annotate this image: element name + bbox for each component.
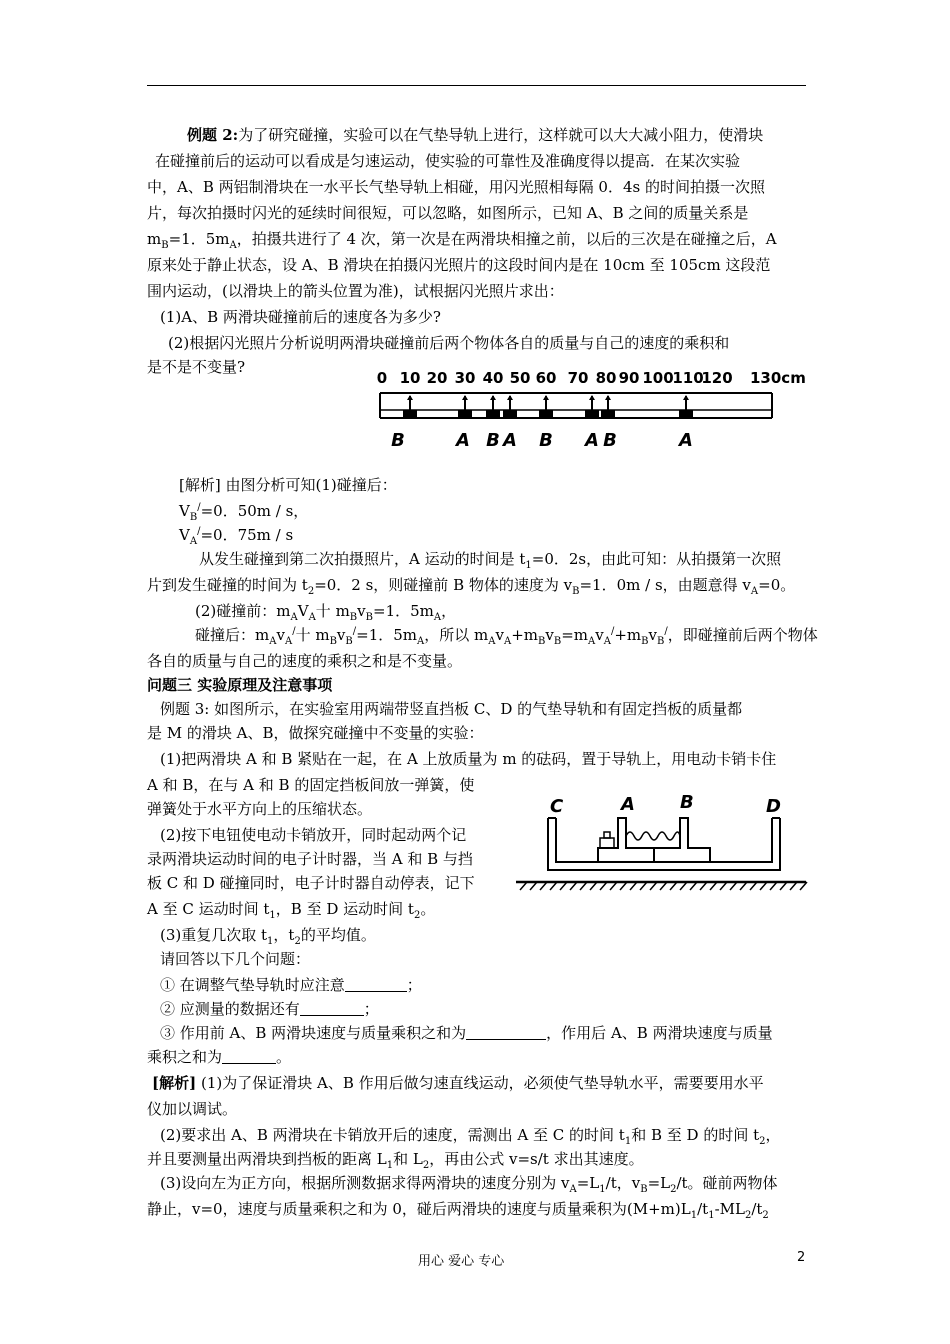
t: 并且要测量出两滑块到挡板的距离 L [147, 1150, 387, 1168]
sup: / [292, 626, 296, 637]
t: =1．5m [356, 626, 418, 644]
t: =0．75m / s [200, 526, 294, 544]
arrow-head-icon [462, 395, 468, 400]
sup: / [352, 626, 357, 637]
t: =1．5m [373, 602, 434, 620]
t: ③ 作用前 A、B 两滑块速度与质量乘积之和为 [160, 1024, 467, 1042]
label-a: A [621, 794, 635, 815]
block-label: A [456, 430, 470, 451]
sub: B [572, 586, 580, 597]
sub: A [229, 240, 237, 251]
example2-label: 例题 2: [187, 126, 239, 144]
arrow-head-icon [490, 395, 496, 400]
sub: B [349, 612, 358, 623]
example2-line5 [147, 228, 777, 250]
sub: 1 [624, 1136, 632, 1147]
t: (3)设向左为正方向，根据所测数据求得两滑块的速度分别为 v [160, 1174, 570, 1192]
sub: 1 [269, 910, 276, 921]
questions-intro: 请回答以下几个问题： [160, 950, 311, 968]
sub: B [329, 636, 337, 647]
arrow-head-icon [589, 395, 595, 400]
solution3-line5 [160, 1172, 778, 1194]
t: =0．50m / s， [200, 502, 309, 520]
sub: 1 [599, 1184, 606, 1195]
example2-line7: 围内运动，(以滑块上的箭头位置为准)，试根据闪光照片求出： [147, 282, 564, 300]
section3-title: 问题三 实验原理及注意事项 [147, 676, 333, 694]
ruler-tick-label: 80 [595, 369, 617, 387]
ruler-tick-label: 90 [618, 369, 640, 387]
solution3-line2: 仪加以调试。 [147, 1100, 238, 1118]
sub: B [641, 636, 649, 647]
blank-1[interactable] [345, 976, 407, 992]
t: 十 m [295, 626, 330, 644]
t: (2)要求出 A、B 两滑块在卡销放开后的速度，需测出 A 至 C 的时间 t [160, 1126, 625, 1144]
solution2-line1: [解析] 由图分析可知(1)碰撞后： [179, 476, 397, 494]
sup: / [197, 526, 201, 537]
t: v [357, 602, 366, 620]
t: +m [614, 626, 642, 644]
solution2-line4 [199, 548, 781, 570]
slider-block [403, 410, 417, 418]
t: ，拍摄共进行了 4 次，第一次是在两滑块相撞之前，以后的三次是在碰撞之后，A [236, 230, 777, 248]
t: /t，v [605, 1174, 641, 1192]
sub: A [189, 536, 198, 547]
t: =L [647, 1174, 671, 1192]
ruler-tick-label: 40 [482, 369, 504, 387]
slider-block [539, 410, 553, 418]
sub: B [365, 612, 373, 623]
text: 为了研究碰撞，实验可以在气垫导轨上进行，这样就可以大大减小阻力，使滑块 [238, 126, 764, 144]
t: A 至 C 运动时间 t [147, 900, 270, 918]
vb-after [179, 500, 308, 522]
label-b: B [680, 792, 694, 813]
ruler-tick-label: 20 [426, 369, 448, 387]
t: /t [751, 1200, 763, 1218]
sub: 2 [670, 1184, 677, 1195]
ruler-tick-label: 110 [672, 369, 704, 387]
t: V [179, 502, 190, 520]
block-label: B [539, 430, 553, 451]
solution2-line6 [195, 600, 456, 622]
t: ； [363, 1000, 379, 1018]
sub: A [417, 636, 425, 647]
arrow-head-icon [407, 395, 413, 400]
solution2-line8: 各自的质量与自己的速度的乘积之和是不变量。 [147, 652, 463, 670]
solution3-line4 [147, 1148, 644, 1170]
t: ； [406, 976, 422, 994]
step2-line3: 板 C 和 D 碰撞同时，电子计时器自动停表，记下 [147, 874, 475, 892]
ruler-tick-label: 120 [701, 369, 733, 387]
t: ， [441, 602, 457, 620]
sub: 2 [294, 936, 301, 947]
block-label: B [486, 430, 500, 451]
answer-3 [160, 1022, 773, 1044]
page-number: 2 [797, 1250, 806, 1265]
arrow-head-icon [683, 395, 689, 400]
t: v [648, 626, 657, 644]
t: =0．2 s，则碰撞前 B 物体的速度为 v [314, 576, 573, 594]
sub: A [750, 586, 759, 597]
step1-line2: A 和 B，在与 A 和 B 的固定挡板间放一弹簧，使 [147, 776, 475, 794]
t: -ML [714, 1200, 745, 1218]
sub: A [503, 636, 512, 647]
sup: / [610, 626, 615, 637]
t: +m [511, 626, 539, 644]
t: 碰撞后：m [195, 626, 270, 644]
sub: 1 [267, 936, 274, 947]
arrow-head-icon [605, 395, 611, 400]
sub: A [603, 636, 611, 647]
t: 的平均值。 [300, 926, 376, 944]
ruler-tick-label: 10 [399, 369, 421, 387]
solution3-line1 [152, 1072, 764, 1094]
t: ，t [273, 926, 295, 944]
example2-line6: 原来处于静止状态，设 A、B 滑块在拍摄闪光照片的这段时间内是在 10cm 至 105cm 这段范 [147, 256, 771, 274]
sub: 2 [413, 910, 421, 921]
solution2-line7 [195, 624, 818, 646]
step1-line1: (1)把两滑块 A 和 B 紧贴在一起，在 A 上放质量为 m 的砝码，置于导轨上，用电动卡销卡住 [160, 750, 777, 768]
slider-block [486, 410, 500, 418]
sub: 2 [744, 1210, 752, 1221]
example3-line2: 是 M 的滑块 A、B，做探究碰撞中不变量的实验： [147, 724, 484, 742]
sub: B [656, 636, 665, 647]
sub: 2 [762, 1210, 769, 1221]
t: /t。碰前两物体 [676, 1174, 778, 1192]
sub: 2 [759, 1136, 766, 1147]
example2-line4: 片，每次拍摄时闪光的延续时间很短，可以忽略，如图所示，已知 A、B 之间的质量关系是 [147, 204, 749, 222]
t: =1．0m / s，由题意得 v [579, 576, 751, 594]
t: ① 在调整气垫导轨时应注意 [160, 976, 345, 994]
solution3-line6 [147, 1198, 769, 1220]
t: v [276, 626, 285, 644]
t: ，作用后 A、B 两滑块速度与质量 [546, 1024, 773, 1042]
sub: 2 [307, 586, 315, 597]
example2-line2: 在碰撞前后的运动可以看成是匀速运动，使实验的可靠性及准确度得以提高．在某次实验 [155, 152, 741, 170]
ruler-tick-label: 60 [535, 369, 557, 387]
blank-3[interactable] [466, 1024, 546, 1040]
t: ， [765, 1126, 781, 1144]
t: [解析] [152, 1074, 197, 1092]
t: 。 [420, 900, 436, 918]
t: ② 应测量的数据还有 [160, 1000, 300, 1018]
answer-2 [160, 998, 379, 1020]
t: 。 [276, 1048, 292, 1066]
sup: / [197, 502, 201, 513]
answer-1 [160, 974, 422, 996]
sub: 1 [386, 1160, 394, 1171]
t: 片到发生碰撞的时间为 t [147, 576, 308, 594]
label-c: C [550, 796, 564, 817]
t: V [297, 602, 309, 620]
solution3-line3 [160, 1124, 781, 1146]
t: (2)碰撞前：m [195, 602, 291, 620]
sub: 1 [690, 1210, 698, 1221]
header-rule [147, 85, 806, 86]
t: (3)重复几次取 t [160, 926, 268, 944]
ruler-tick-label: 130cm [750, 369, 806, 387]
sub: A [588, 636, 596, 647]
air-track-figure [514, 788, 808, 898]
sub: 1 [708, 1210, 715, 1221]
slider-block [585, 410, 599, 418]
block-label: A [585, 430, 599, 451]
slider-block [679, 410, 693, 418]
block-label: B [603, 430, 617, 451]
sub: 2 [422, 1160, 430, 1171]
t: (1)为了保证滑块 A、B 作用后做匀速直线运动，必须使气垫导轨水平，需要要用水平 [196, 1074, 764, 1092]
sub: B [640, 1184, 648, 1195]
t: /t [697, 1200, 709, 1218]
ruler-tick-label: 70 [567, 369, 589, 387]
step2-line2: 录两滑块运动时间的电子计时器，当 A 和 B 与挡 [147, 850, 473, 868]
step1-line3: 弹簧处于水平方向上的压缩状态。 [147, 800, 373, 818]
label-d: D [766, 796, 781, 817]
t: 从发生碰撞到第二次拍摄照片，A 运动的时间是 t [199, 550, 526, 568]
example2-line1 [187, 124, 763, 146]
t: =1．5m [168, 230, 230, 248]
sup: / [664, 626, 668, 637]
footer-motto: 用心 爱心 专心 [418, 1254, 505, 1269]
sub: A [269, 636, 277, 647]
t: ，所以 m [424, 626, 489, 644]
t: ，再由公式 v=s/t 求出其速度。 [429, 1150, 644, 1168]
sub: A [308, 612, 316, 623]
sub: A [569, 1184, 577, 1195]
question-1: (1)A、B 两滑块碰撞前后的速度各为多少? [160, 308, 441, 326]
sub: B [345, 636, 353, 647]
block-label: A [679, 430, 693, 451]
example2-line3: 中，A、B 两铝制滑块在一水平长气垫导轨上相碰，用闪光照相每隔 0．4s 的时间拍摄一次照 [147, 178, 765, 196]
sub: A [488, 636, 496, 647]
t: 和 B 至 D 的时间 t [631, 1126, 760, 1144]
block-label: A [503, 430, 517, 451]
sub: B [189, 512, 198, 523]
sub: A [290, 612, 298, 623]
step2-line1: (2)按下电钮使电动卡销放开，同时起动两个记 [160, 826, 467, 844]
t: V [179, 526, 190, 544]
blank-2[interactable] [300, 1000, 364, 1016]
ruler-tick-label: 30 [454, 369, 476, 387]
t: 和 L [393, 1150, 423, 1168]
t: 乘积之和为 [147, 1048, 223, 1066]
solution2-line5 [147, 574, 795, 596]
t: v [545, 626, 554, 644]
t: =0．2s，由此可知：从拍摄第一次照 [531, 550, 782, 568]
t: 静止，v=0，速度与质量乘积之和为 0，碰后两滑块的速度与质量乘积为(M+m)L [147, 1200, 691, 1218]
arrow-head-icon [543, 395, 549, 400]
sub: A [433, 612, 442, 623]
t: v [595, 626, 604, 644]
sub: A [284, 636, 293, 647]
step2-line4 [147, 898, 435, 920]
flash-photo-ruler-figure [370, 366, 810, 456]
slider-block [503, 410, 517, 418]
t: =0。 [758, 576, 796, 594]
t: ，B 至 D 运动时间 t [275, 900, 414, 918]
blank-4[interactable] [222, 1048, 276, 1064]
ruler-tick-label: 50 [509, 369, 531, 387]
t: =L [576, 1174, 600, 1192]
question-2b: 是不是不变量? [147, 358, 246, 376]
slider-block [458, 410, 472, 418]
sub: B [553, 636, 562, 647]
va-after [179, 524, 293, 546]
block-label: B [391, 430, 405, 451]
example3-line1: 例题 3: 如图所示，在实验室用两端带竖直挡板 C、D 的气垫导轨和有固定挡板的质量都 [160, 700, 743, 718]
slider-block [601, 410, 615, 418]
t: v [495, 626, 504, 644]
step3 [160, 924, 376, 946]
sub: 1 [525, 560, 532, 571]
answer-3b [147, 1046, 291, 1068]
question-2a: (2)根据闪光照片分析说明两滑块碰撞前后两个物体各自的质量与自己的速度的乘积和 [168, 334, 730, 352]
sub: B [161, 240, 169, 251]
arrow-head-icon [507, 395, 513, 400]
t: ，即碰撞前后两个物体 [667, 626, 818, 644]
t: v [336, 626, 346, 644]
sub: B [538, 636, 546, 647]
t: 十 m [315, 602, 350, 620]
ruler-tick-label: 100 [642, 369, 674, 387]
ruler-tick-label: 0 [376, 369, 388, 387]
t: =m [561, 626, 589, 644]
t: m [147, 230, 162, 248]
